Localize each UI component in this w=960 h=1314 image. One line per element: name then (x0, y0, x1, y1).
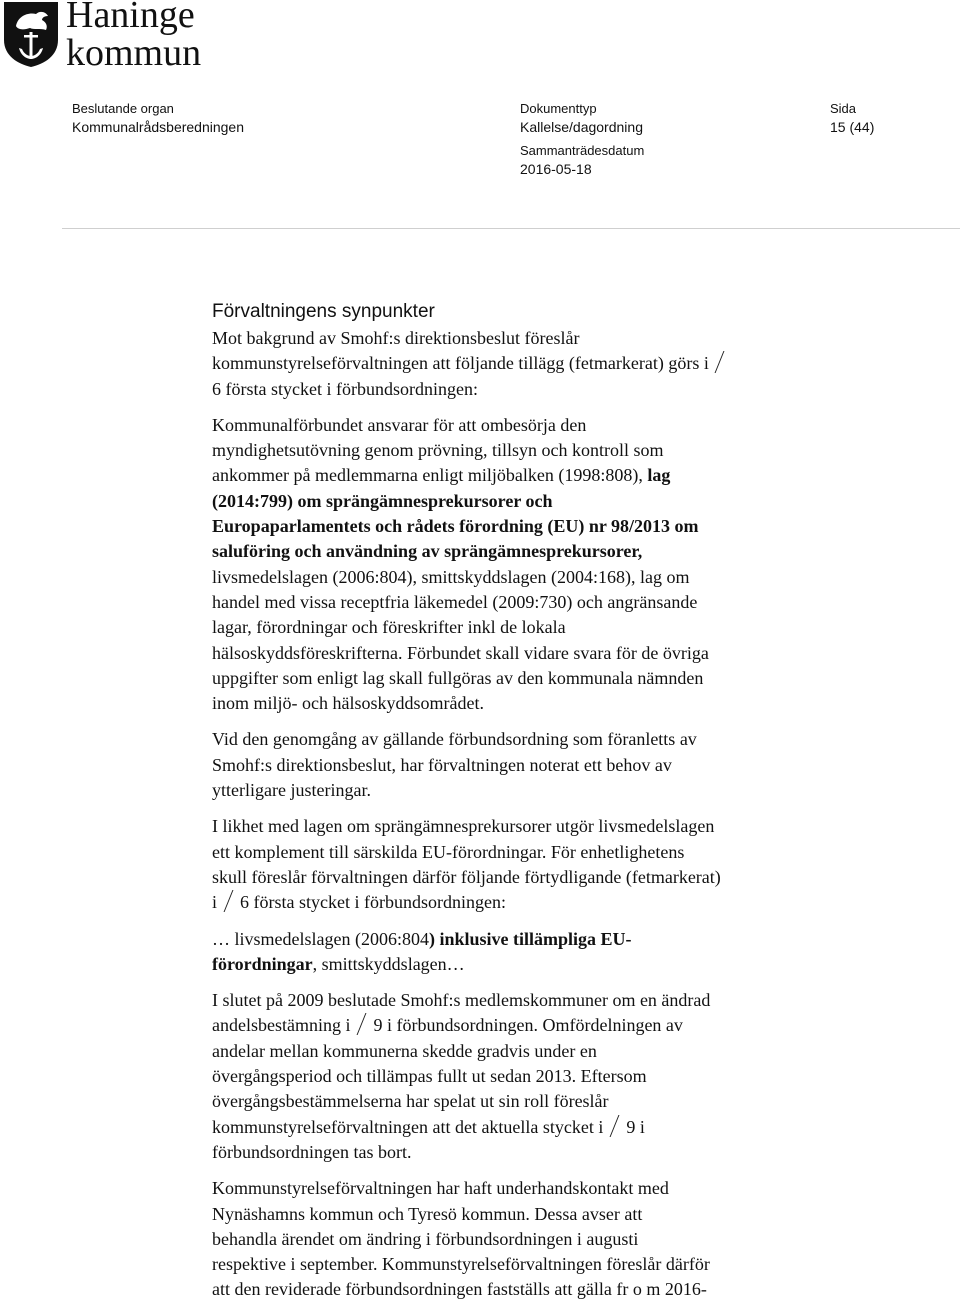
paragraph-3 (212, 727, 832, 803)
text-line (212, 1013, 832, 1038)
meeting-date-block (520, 142, 644, 178)
bold-line: Europaparlamentets och rådets förordning (EU) nr 98/2013 om (212, 516, 699, 537)
bold-line: saluföring och användning av sprängämnesprekursorer, (212, 541, 643, 562)
bold-span: förordningar (212, 953, 313, 974)
paragraph-2 (212, 413, 832, 717)
logo-line-2: kommun (66, 32, 202, 74)
text-span: ankommer på medlemmarna enligt miljöbalken (1998:808), (212, 465, 648, 486)
paragraph-7 (212, 1176, 832, 1302)
text-line: Kommunstyrelseförvaltningen har haft underhandskontakt med (212, 1178, 669, 1199)
text-line: 6 första stycket i förbundsordningen: (212, 378, 478, 399)
text-line: hälsoskyddsföreskrifterna. Förbundet skall vidare svara för de övriga (212, 642, 709, 663)
header-divider (62, 228, 960, 229)
municipal-crest-icon (2, 0, 60, 68)
page-number-block (830, 100, 874, 136)
paragraph-1 (212, 326, 832, 402)
text-line: Vid den genomgång av gällande förbundsordning som föranletts av (212, 729, 697, 750)
document-body (212, 300, 832, 1314)
meeting-date-value: 2016-05-18 (520, 161, 592, 177)
decision-body-value: Kommunalrådsberedningen (72, 119, 244, 135)
text-line: handel med vissa receptfria läkemedel (2009:730) och angränsande (212, 591, 698, 612)
text-line: livsmedelslagen (2006:804), smittskyddslagen (2004:168), lag om (212, 566, 690, 587)
text-line: respektive i september. Kommunstyrelseförvaltningen föreslår därför (212, 1254, 710, 1275)
section-sign-icon (222, 891, 236, 913)
text-span: kommunstyrelseförvaltningen att följande tillägg (fetmarkerat) görs i (212, 353, 709, 374)
page-value: 15 (44) (830, 119, 875, 135)
text-line: Mot bakgrund av Smohf:s direktionsbeslut föreslår (212, 328, 580, 348)
text-line: behandla ärendet om ändring i förbundsordningen i augusti (212, 1228, 639, 1249)
doc-type-block (520, 100, 643, 136)
text-line: andelar mellan kommunerna skedde gradvis under en (212, 1040, 597, 1061)
text-span: kommunstyrelseförvaltningen att det aktuella stycket i (212, 1116, 604, 1137)
text-line: övergångsperiod och tillämpas fullt ut sedan 2013. Eftersom (212, 1066, 647, 1087)
text-line (212, 890, 832, 915)
text-line (212, 463, 832, 488)
text-line: I likhet med lagen om sprängämnesprekursorer utgör livsmedelslagen (212, 816, 715, 837)
text-line: Kommunalförbundet ansvarar för att ombesörja den (212, 414, 587, 435)
text-line (212, 1115, 832, 1140)
doc-type-label: Dokumenttyp (520, 101, 597, 116)
text-line (212, 351, 832, 376)
text-line: ytterligare justeringar. (212, 780, 371, 801)
page-label: Sida (830, 101, 857, 116)
decision-body-block (72, 100, 244, 136)
text-line: lagar, förordningar och föreskrifter inkl de lokala (212, 617, 566, 638)
municipality-logo (0, 0, 230, 72)
text-line: Nynäshamns kommun och Tyresö kommun. Dessa avser att (212, 1203, 643, 1224)
bold-span: lag (647, 465, 671, 486)
paragraph-6 (212, 988, 832, 1165)
decision-body-label: Beslutande organ (72, 101, 174, 116)
bold-line: (2014:799) om sprängämnesprekursorer och (212, 490, 553, 511)
text-span: , smittskyddslagen… (312, 953, 465, 974)
text-line (212, 927, 832, 952)
text-line: att den reviderade förbundsordningen fastställs att gälla fr o m 2016- (212, 1279, 707, 1300)
text-line: ett komplement till särskilda EU-förordningar. För enhetlighetens (212, 841, 685, 862)
text-line: övergångsbestämmelserna har spelat ut sin roll föreslår (212, 1091, 609, 1112)
section-sign-icon (608, 1116, 622, 1138)
text-line: uppgifter som enligt lag skall fullgöras av den kommunala nämnden (212, 667, 704, 688)
paragraph-5-quote (212, 927, 832, 978)
text-line: skull föreslår förvaltningen därför följande förtydligande (fetmarkerat) (212, 866, 721, 887)
text-line (212, 952, 832, 977)
logo-line-1: Haninge (66, 0, 195, 36)
meeting-date-label: Sammanträdesdatum (520, 143, 645, 158)
text-span: andelsbestämning i (212, 1015, 351, 1036)
text-span: … livsmedelslagen (2006:804 (212, 928, 429, 949)
text-line: förbundsordningen tas bort. (212, 1141, 412, 1162)
bold-span: ) inklusive tillämpliga EU- (428, 928, 632, 949)
text-span: 9 i (626, 1116, 645, 1137)
section-sign-icon (713, 352, 727, 374)
doc-type-value: Kallelse/dagordning (520, 119, 643, 135)
text-span: i (212, 892, 218, 913)
text-line: inom miljö- och hälsoskyddsområdet. (212, 693, 484, 714)
text-line: I slutet på 2009 beslutade Smohf:s medlemskommuner om en ändrad (212, 990, 711, 1011)
text-span: 6 första stycket i förbundsordningen: (240, 892, 506, 913)
paragraph-4 (212, 814, 832, 915)
text-span: 9 i förbundsordningen. Omfördelningen av (373, 1015, 683, 1036)
text-line: Smohf:s direktionsbeslut, har förvaltningen noterat ett behov av (212, 754, 672, 775)
section-heading: Förvaltningens synpunkter (212, 301, 435, 322)
section-sign-icon (355, 1014, 369, 1036)
text-line: myndighetsutövning genom prövning, tillsyn och kontroll som (212, 440, 664, 461)
